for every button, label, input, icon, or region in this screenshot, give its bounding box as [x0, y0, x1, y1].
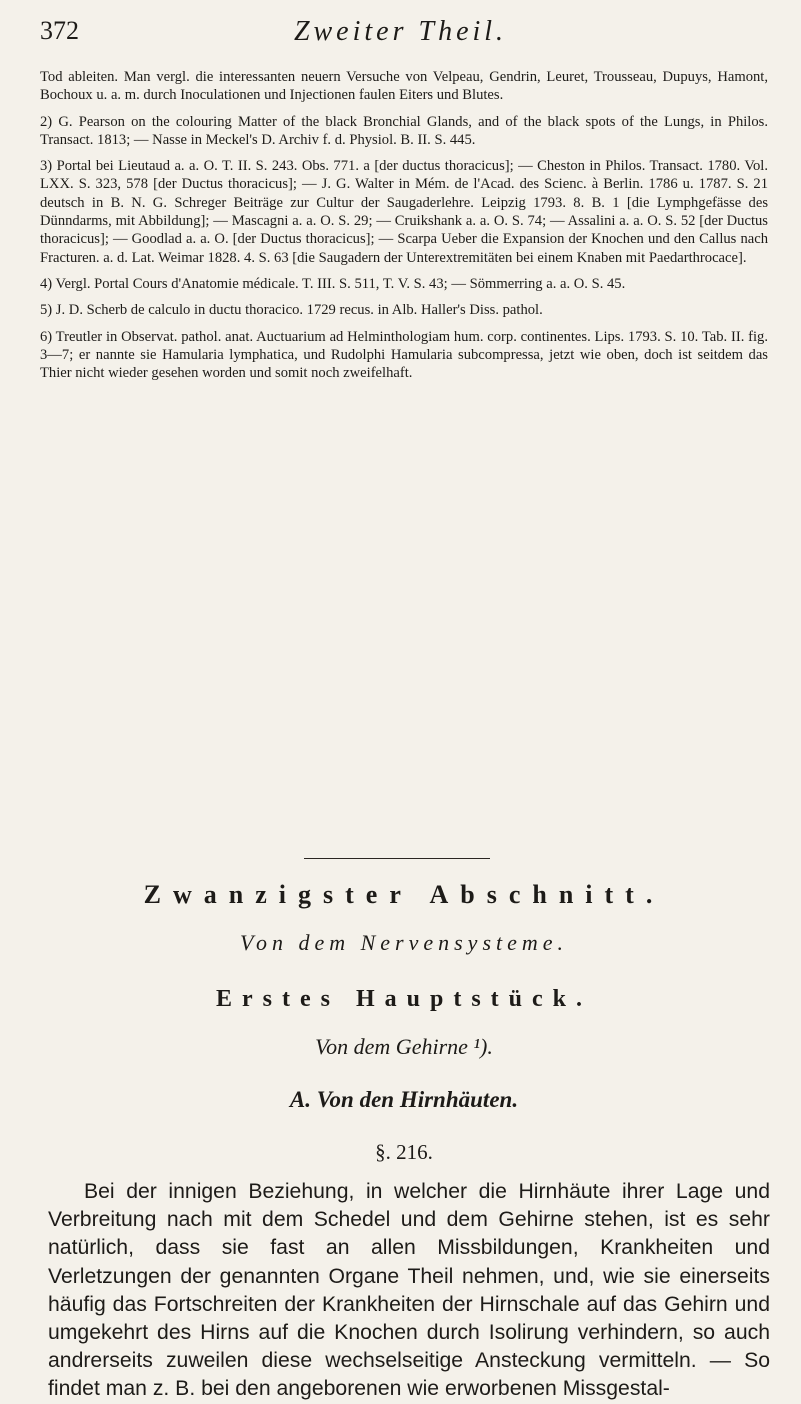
footnotes [40, 68, 768, 390]
footnote-6: 6) Treutler in Observat. pathol. anat. Auctuarium ad Helminthologiam hum. corp. continentes. Lips. 1793. S. 10. Tab. II. fig. 3—7; er nannte sie Hamularia lymphatica, und Rudolphi Hamularia subcompressa, jetzt wie oben, doch ist seitdem das Thier nicht wieder gesehen worden und somit noch zweifelhaft. [40, 328, 768, 382]
paragraph-number: §. 216. [375, 1140, 433, 1164]
subsection-title: A. Von den Hirnhäuten. [289, 1087, 519, 1112]
chapter-subtitle: Von dem Gehirne ¹). [315, 1034, 493, 1059]
page-header [40, 14, 761, 54]
footnote-2: 2) G. Pearson on the colouring Matter of the black Bronchial Glands, and of the black spots of the Lungs, in Philos. Transact. 1813; — Nasse in Meckel's D. Archiv f. d. Physiol. B. II. S. 445. [40, 113, 768, 148]
footnote-3: 3) Portal bei Lieutaud a. a. O. T. II. S. 243. Obs. 771. a [der ductus thoracicus]; — Cheston in Philos. Transact. 1780. Vol. LXX. S. 323, 578 [der Ductus thoracicus]; — J. G. Walter in Mém. de l'Acad. des Scienc. à Berlin. 1786 u. 1787. S. 21 deutsch in B. N. G. Schreger Beiträge zur Cultur der Saugaderlehre. Leipzig 1793. 8. B. 1 [die Lymphgefässe des Dünndarms, mit Abbildung]; — Mascagni a. a. O. S. 29; — Cruikshank a. a. O. S. 74; — Assalini a. a. O. S. 52 [der Ductus thoracicus]; — Goodlad a. a. O. [der Ductus thoracicus]; — Scarpa Ueber die Expansion der Knochen und den Callus nach Fracturen. a. d. Lat. Weimar 1828. 4. S. 63 [die Saugadern der Unterextremitäten bei einem Knaben mit Paedarthrocace]. [40, 158, 768, 266]
chapter-title: Erstes Hauptstück. [215, 986, 593, 1012]
running-title: Zweiter Theil. [293, 16, 508, 47]
page-number: 372 [40, 16, 79, 45]
section-divider [304, 858, 490, 859]
footnote-continuation: Tod ableiten. Man vergl. die interessanten neuern Versuche von Velpeau, Gendrin, Leuret, Trousseau, Dupuys, Hamont, Bochoux u. a. m. durch Inoculationen und Injectionen faulen Eiters und Blutes. [40, 69, 768, 104]
body-paragraph: Bei der innigen Beziehung, in welcher die Hirnhäute ihrer Lage und Verbreitung nach mit dem Schedel und dem Gehirne stehen, ist es sehr natürlich, dass sie fast an allen Missbildungen, Krankheiten und Verletzungen der genannten Organe Theil nehmen, und, wie sie einerseits häufig das Fortschreiten der Krankheiten der Hirnschale auf das Gehirn und umgekehrt des Hirns auf die Knochen durch Isolirung verhindern, so auch andrerseits zuweilen diese wechselseitige Ansteckung vermitteln. — So findet man z. B. bei den angeborenen wie erworbenen Missgestal- [48, 1180, 770, 1401]
footnote-4: 4) Vergl. Portal Cours d'Anatomie médicale. T. III. S. 511, T. V. S. 43; — Sömmerring a. a. O. S. 45. [40, 275, 626, 292]
section-title: Zwanzigster Abschnitt. [143, 880, 665, 909]
footnote-5: 5) J. D. Scherb de calculo in ductu thoracico. 1729 recus. in Alb. Haller's Diss. pathol. [40, 302, 543, 319]
section-subtitle: Von dem Nervensysteme. [239, 930, 569, 955]
body-text [48, 1178, 770, 1404]
